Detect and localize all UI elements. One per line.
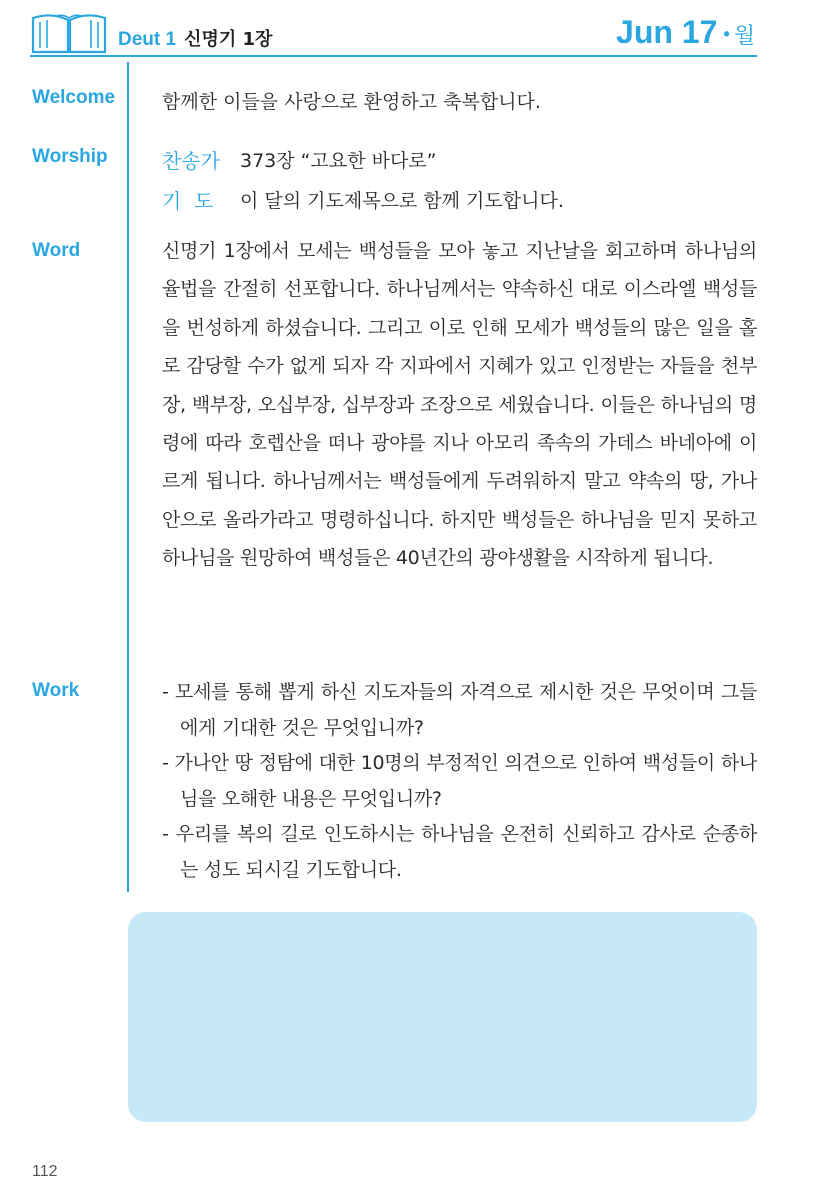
work-item: - 모세를 통해 뽑게 하신 지도자들의 자격으로 제시한 것은 무엇이며 그들에게 기대한 것은 무엇입니까? bbox=[162, 681, 757, 739]
header-divider bbox=[30, 55, 757, 57]
welcome-label: Welcome bbox=[32, 87, 116, 108]
prayer-text: 이 달의 기도제목으로 함께 기도합니다. bbox=[240, 189, 564, 212]
word-text: 신명기 1장에서 모세는 백성들을 모아 놓고 지난날을 회고하며 하나님의 율법을 간절히 선포합니다. 하나님께서는 약속하신 대로 이스라엘 백성들을 번성하게 하셨습니다. 그리고 이로 인해 모세가 백성들의 많은 일을 홀로 감당할 수가 없게 되자 각 지파에서 지혜가 있고 인정받는 자들을 천부장, 백부장, 오십부장, 십부장과 조장으로 세웠습니다. 이들은 하나님의 명령에 따라 호렙산을 떠나 광야를 지나 아모리 족속의 가데스 바네아에 이르게 됩니다. 하나님께서는 백성들에게 두려워하지 말고 약속의 땅, 가나안으로 올라가라고 명령하십니다. 하지만 백성들은 하나님을 믿지 못하고 하나님을 원망하여 백성들은 40년간의 광야생활을 시작하게 됩니다. bbox=[162, 240, 757, 570]
worship-section bbox=[162, 139, 757, 219]
section-divider-line bbox=[127, 62, 129, 892]
separator-dot: • bbox=[723, 24, 730, 45]
weekday: 월 bbox=[733, 24, 755, 50]
chapter-title: 신명기 1장 bbox=[184, 29, 273, 50]
work-label: Work bbox=[32, 680, 80, 701]
chapter-reference bbox=[118, 25, 272, 51]
work-list bbox=[162, 675, 757, 888]
hymn-label: 찬송가 bbox=[162, 148, 220, 173]
hymn-row bbox=[162, 139, 757, 179]
worship-label: Worship bbox=[32, 146, 108, 167]
hymn-text: 373장 “고요한 바다로” bbox=[240, 149, 437, 172]
page-number: 112 bbox=[32, 1163, 58, 1180]
prayer-label: 기 도 bbox=[162, 188, 214, 213]
book-ref: Deut 1 bbox=[118, 29, 177, 50]
date-heading bbox=[616, 14, 755, 51]
welcome-text: 함께한 이들을 사랑으로 환영하고 축복합니다. bbox=[162, 91, 541, 113]
work-item: - 우리를 복의 길로 인도하시는 하나님을 온전히 신뢰하고 감사로 순종하는 성도 되시길 기도합니다. bbox=[162, 823, 757, 881]
date: Jun 17 bbox=[616, 14, 718, 50]
open-book-icon bbox=[30, 10, 108, 60]
prayer-row bbox=[162, 179, 757, 219]
word-label: Word bbox=[32, 240, 81, 261]
work-item: - 가나안 땅 정탐에 대한 10명의 부정적인 의견으로 인하여 백성들이 하나님을 오해한 내용은 무엇입니까? bbox=[162, 752, 757, 810]
memo-box[interactable] bbox=[128, 912, 757, 1122]
